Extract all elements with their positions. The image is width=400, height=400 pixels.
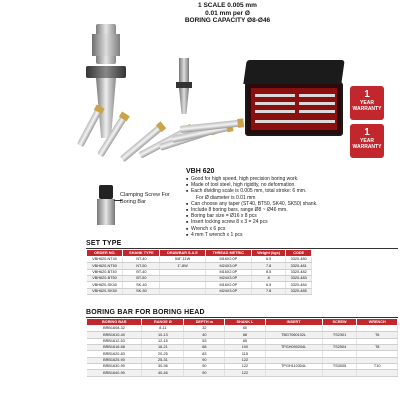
table-cell: 60 (225, 325, 265, 331)
table-cell: VBH620-SK40 (87, 282, 123, 288)
scale-line: 1 SCALE 0.005 mm (198, 2, 257, 9)
feature-item: ■ Insert locking screw 8 x 3 = 24 pcs (186, 219, 396, 225)
table-cell: M16X2.0P (205, 256, 251, 262)
table-cell: 115 (225, 351, 265, 357)
table-cell: BRB1630-90 (87, 364, 142, 370)
table-cell: NT-40 (123, 256, 160, 262)
table-cell: BT-40 (123, 269, 160, 275)
table-cell: 3320-482 (286, 269, 312, 275)
table-cell: 122 (225, 364, 265, 370)
table-cell: BT-50 (123, 275, 160, 281)
table-cell (265, 370, 322, 376)
feature-item: ■ Can choose any taper (ST40, BT50, SK40, SK50) shank. (186, 201, 396, 207)
table-cell: M24X3.0P (205, 263, 251, 269)
clamping-screw-closeup-image (95, 185, 117, 225)
table-cell: 1"-8W (160, 263, 205, 269)
feature-item: ■ Include 8 boring bars, range Ø8 ~ Ø46 mm. (186, 207, 396, 213)
table-cell (322, 370, 357, 376)
table-header-cell: SHANK L (225, 319, 265, 326)
table-cell: BRB1608-32 (87, 325, 142, 331)
table-cell: TBGT060102L (265, 332, 322, 338)
table-cell: 40 (184, 332, 225, 338)
table-cell (357, 370, 398, 376)
table-cell: 100 (225, 344, 265, 350)
table-cell: 20-25 (142, 351, 184, 357)
table-cell: VBH620-NT50 (87, 263, 123, 269)
table-header-cell: DEPTH m (184, 319, 225, 326)
table-row (87, 370, 398, 376)
table-cell: T8 (357, 344, 398, 350)
warranty-badge: 1 YEAR WARRANTY (350, 124, 384, 158)
table-header-cell: DRAWBAR S.A.E (160, 250, 205, 257)
table-cell: VBH620-BT40 (87, 269, 123, 275)
feature-item: ■ Made of tool steel, high rigidity, no deformation. (186, 182, 396, 188)
table-cell: 6.5 (251, 282, 286, 288)
table-cell: 6.5 (251, 256, 286, 262)
table-row (87, 288, 312, 294)
table-cell: 90 (184, 364, 225, 370)
table-cell: BRB1640-90 (87, 370, 142, 376)
warranty-badge: 1 YEAR WARRANTY (350, 86, 384, 120)
table-header-cell: ORDER NO. (87, 250, 123, 257)
table-header-cell: INSERT (265, 319, 322, 326)
table-cell: T6 (357, 332, 398, 338)
feature-item: ■ Good for high speed, high precision boring work. (186, 176, 396, 182)
set-type-table (86, 249, 312, 295)
table-cell: T10 (357, 364, 398, 370)
table-cell: 8-11 (142, 325, 184, 331)
feature-item: For Ø diameter is 0.01 mm (196, 194, 256, 201)
table-cell: M24X3.0P (205, 288, 251, 294)
table-cell: BRB1612-53 (87, 338, 142, 344)
table-cell: BRB1620-83 (87, 351, 142, 357)
clamping-screw-label: Clamping Screw For Boring Bar (120, 192, 170, 205)
table-header-cell: SCREW (322, 319, 357, 326)
table-cell: 122 (225, 357, 265, 363)
table-header-cell: THREAD METRIC (205, 250, 251, 257)
capacity-line: BORING CAPACITY Ø8-Ø46 (184, 17, 271, 24)
table-cell: 40-46 (142, 370, 184, 376)
table-cell: 32 (184, 325, 225, 331)
table-header-cell: BORING BAR (87, 319, 142, 326)
table-cell: 12-15 (142, 338, 184, 344)
table-header-cell: RANGE Ø (142, 319, 184, 326)
table-cell: VBH620-NT40 (87, 256, 123, 262)
table-cell: SK-40 (123, 282, 160, 288)
table-cell: TPGH090204L (265, 344, 322, 350)
table-cell: M16X2.0P (205, 269, 251, 275)
taper-holder-image (178, 58, 190, 118)
table-cell: VBH620-SK50 (87, 288, 123, 294)
product-model: VBH 620 (186, 168, 215, 175)
set-type-title: SET TYPE (86, 240, 122, 247)
table-cell: 83 (184, 351, 225, 357)
table-cell: BRB1610-40 (87, 332, 142, 338)
feature-item: ■ Each dividing scale is 0.005 mm, total stroke: 6 mm. (186, 188, 396, 194)
table-cell: 7.8 (251, 288, 286, 294)
feature-item: ■ Boring bar size = Ø16 x 8 pcs (186, 213, 396, 219)
table-cell: TS3005 (322, 364, 357, 370)
table-cell: 5/8"-11W (160, 256, 205, 262)
table-cell: TPGH110304L (265, 364, 322, 370)
product-photo (60, 24, 230, 174)
table-header-cell: CODE (286, 250, 312, 257)
table-cell: 6.5 (251, 269, 286, 275)
table-cell: 3320-480 (286, 256, 312, 262)
table-cell: 8 (251, 275, 286, 281)
table-cell: 68 (225, 332, 265, 338)
table-cell: 3320-484 (286, 282, 312, 288)
table-cell: 10-13 (142, 332, 184, 338)
table-cell: 30-36 (142, 364, 184, 370)
diameter-line: 0.01 mm per Ø (205, 9, 250, 17)
table-cell: 68 (184, 344, 225, 350)
feature-list (186, 176, 396, 238)
table-cell: M24X3.0P (205, 275, 251, 281)
table-header-cell: Weight (kgs) (251, 250, 286, 257)
table-cell: BRB1625-90 (87, 357, 142, 363)
table-header-cell: SHANK TYPE (123, 250, 160, 257)
table-cell: 53 (184, 338, 225, 344)
table-cell: 25-31 (142, 357, 184, 363)
table-cell: 16-21 (142, 344, 184, 350)
boring-bar-title: BORING BAR FOR BORING HEAD (86, 309, 205, 316)
table-cell: BRB1616-68 (87, 344, 142, 350)
table-header-cell: WRENCH (357, 319, 398, 326)
table-cell: TS2504 (322, 344, 357, 350)
table-cell: 3320-483 (286, 275, 312, 281)
table-cell: 7.8 (251, 263, 286, 269)
table-cell: 90 (184, 357, 225, 363)
table-cell: 65 (225, 338, 265, 344)
feature-item: ■ Wrench x 6 pcs (186, 226, 396, 232)
table-cell: VBH620-BT50 (87, 275, 123, 281)
feature-item: ■ 4 mm T wrench x 1 pcs (186, 232, 396, 238)
table-cell: 3320-481 (286, 263, 312, 269)
table-cell: M16X2.0P (205, 282, 251, 288)
table-cell: NT-50 (123, 263, 160, 269)
boring-bar-table (86, 318, 398, 377)
table-cell: TS2301 (322, 332, 357, 338)
header (0, 2, 400, 25)
table-cell: 3320-485 (286, 288, 312, 294)
table-cell: 122 (225, 370, 265, 376)
table-cell: SK-50 (123, 288, 160, 294)
storage-case-image (245, 82, 343, 136)
table-cell (160, 288, 205, 294)
table-cell: 90 (184, 370, 225, 376)
